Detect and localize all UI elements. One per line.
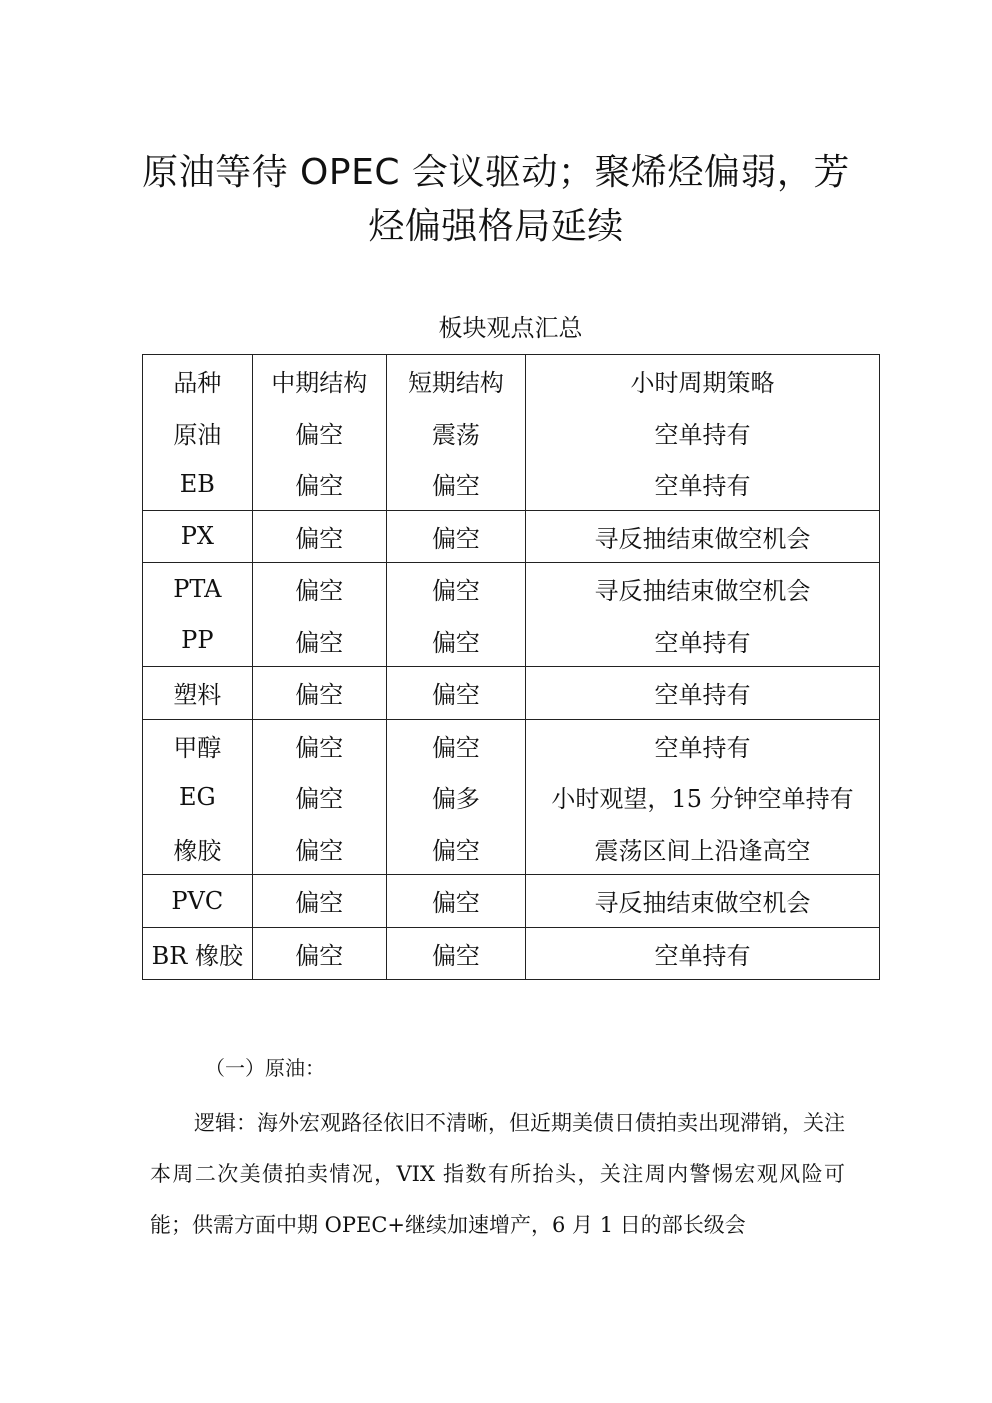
- header-cell: 品种: [143, 355, 253, 407]
- table-cell: 偏空: [386, 719, 525, 771]
- table-cell: 寻反抽结束做空机会: [526, 510, 880, 563]
- table-cell: 偏空: [252, 563, 386, 615]
- table-cell: 震荡区间上沿逢高空: [526, 823, 880, 875]
- table-cell: 空单持有: [526, 407, 880, 459]
- table-cell: 偏空: [252, 771, 386, 823]
- table-cell: 甲醇: [143, 719, 253, 771]
- table-cell: 偏空: [386, 667, 525, 720]
- table-row: [143, 407, 880, 459]
- table-cell: 偏空: [252, 510, 386, 563]
- table-row: [143, 615, 880, 667]
- table-row: [143, 719, 880, 771]
- table-cell: 偏空: [386, 563, 525, 615]
- table-row: [143, 771, 880, 823]
- table-cell: 偏空: [252, 927, 386, 980]
- table-cell: 偏空: [252, 875, 386, 928]
- table-row: [143, 927, 880, 980]
- table-cell: PP: [143, 615, 253, 667]
- table-cell: 偏多: [386, 771, 525, 823]
- table-cell: 空单持有: [526, 615, 880, 667]
- title-line-1: 原油等待 OPEC 会议驱动；聚烯烃偏弱，芳: [142, 152, 850, 193]
- table-cell: 偏空: [386, 615, 525, 667]
- table-cell: 空单持有: [526, 667, 880, 720]
- table-cell: 偏空: [252, 458, 386, 510]
- section-body: 逻辑：海外宏观路径依旧不清晰，但近期美债日债拍卖出现滞销，关注本周二次美债拍卖情况，VIX 指数有所抬头，关注周内警惕宏观风险可能；供需方面中期 OPEC+继续加速增产，6 月 1 日的部长级会: [150, 1111, 845, 1237]
- table-cell: 空单持有: [526, 719, 880, 771]
- table-cell: EG: [143, 771, 253, 823]
- header-cell: 短期结构: [386, 355, 525, 407]
- title-line-2: 烃偏强格局延续: [368, 206, 624, 247]
- document-title: [120, 146, 872, 254]
- table-row: [143, 510, 880, 563]
- table-cell: 偏空: [252, 823, 386, 875]
- table-cell: 偏空: [252, 719, 386, 771]
- table-row: [143, 458, 880, 510]
- table-cell: PTA: [143, 563, 253, 615]
- table-row: [143, 667, 880, 720]
- table-cell: PX: [143, 510, 253, 563]
- table-cell: 偏空: [386, 875, 525, 928]
- table-cell: 偏空: [252, 667, 386, 720]
- table-cell: 偏空: [386, 823, 525, 875]
- table-cell: 偏空: [386, 458, 525, 510]
- section-heading: （一）原油：: [205, 1056, 325, 1080]
- table-row: [143, 823, 880, 875]
- sector-view-table: [142, 354, 880, 980]
- table-cell: 小时观望，15 分钟空单持有: [526, 771, 880, 823]
- table-cell: 偏空: [386, 510, 525, 563]
- table-cell: 偏空: [252, 615, 386, 667]
- table-header-row: [143, 355, 880, 407]
- table-cell: 空单持有: [526, 458, 880, 510]
- header-cell: 小时周期策略: [526, 355, 880, 407]
- table-cell: EB: [143, 458, 253, 510]
- table-caption: 板块观点汇总: [438, 314, 583, 342]
- table-row: [143, 563, 880, 615]
- table-cell: 橡胶: [143, 823, 253, 875]
- table-cell: 空单持有: [526, 927, 880, 980]
- table-cell: 塑料: [143, 667, 253, 720]
- table-cell: BR 橡胶: [143, 927, 253, 980]
- table-cell: 偏空: [386, 927, 525, 980]
- table-cell: 原油: [143, 407, 253, 459]
- table-cell: 寻反抽结束做空机会: [526, 563, 880, 615]
- table-cell: 寻反抽结束做空机会: [526, 875, 880, 928]
- header-cell: 中期结构: [252, 355, 386, 407]
- table-row: [143, 875, 880, 928]
- table-cell: PVC: [143, 875, 253, 928]
- table-cell: 偏空: [252, 407, 386, 459]
- table-cell: 震荡: [386, 407, 525, 459]
